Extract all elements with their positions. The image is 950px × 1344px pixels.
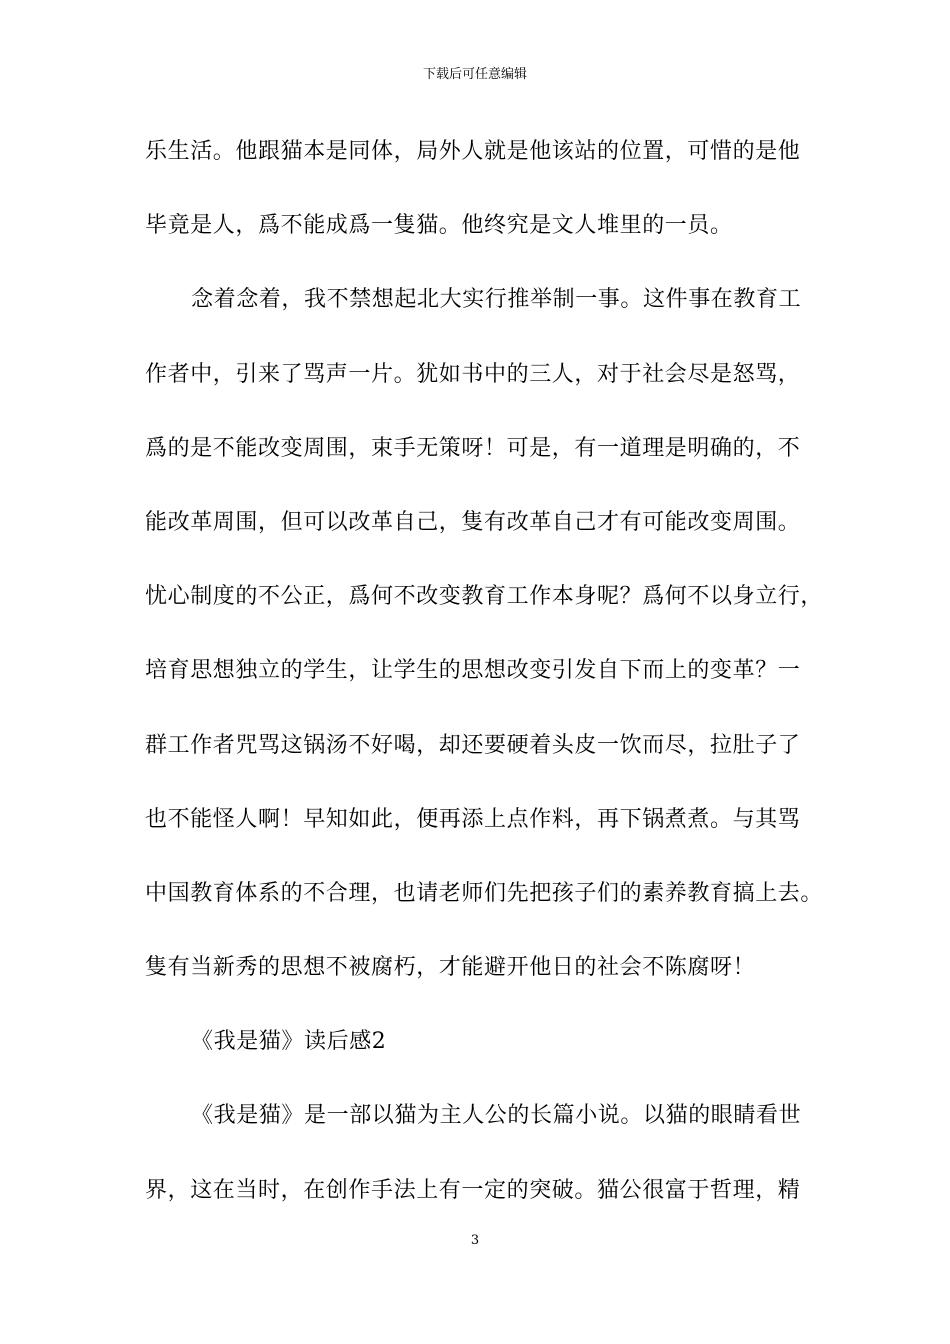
page-header: 下载后可任意编辑 [422, 67, 527, 82]
text-line: 群工作者咒骂这锅汤不好喝，却还要硬着头皮一饮而尽，拉肚子了 [145, 732, 801, 758]
document-body [145, 130, 835, 1243]
text-line: 界，这在当时，在创作手法上有一定的突破。猫公很富于哲理，精 [145, 1177, 801, 1203]
text-line: 中国教育体系的不合理，也请老师们先把孩子们的素养教育搞上去。 [145, 880, 824, 906]
text-line: 乐生活。他跟猫本是同体，局外人就是他该站的位置，可惜的是他 [145, 139, 801, 164]
text-line: 也不能怪人啊！早知如此，便再添上点作料，再下锅煮煮。与其骂 [145, 806, 801, 832]
text-line: 作者中，引来了骂声一片。犹如书中的三人，对于社会尽是怒骂， [145, 361, 801, 387]
text-line: 爲的是不能改变周围，束手无策呀！可是，有一道理是明确的，不 [145, 435, 801, 461]
text-line: 毕竟是人，爲不能成爲一隻猫。他终究是文人堆里的一员。 [145, 213, 733, 239]
text-line: 能改革周围，但可以改革自己，隻有改革自己才有可能改变周围。 [145, 509, 801, 535]
text-line: 培育思想独立的学生，让学生的思想改变引发自下而上的变革？一 [145, 658, 801, 684]
paragraph-start-line: 《我是猫》是一部以猫为主人公的长篇小说。以猫的眼睛看世 [191, 1103, 802, 1129]
text-line: 忧心制度的不公正，爲何不改变教育工作本身呢？爲何不以身立行， [145, 584, 824, 610]
section-heading: 《我是猫》读后感2 [191, 1029, 387, 1055]
paragraph-start-line: 念着念着，我不禁想起北大实行推举制一事。这件事在教育工 [191, 287, 802, 313]
page-number: 3 [470, 1233, 480, 1248]
text-line: 隻有当新秀的思想不被腐朽，才能避开他日的社会不陈腐呀！ [145, 955, 756, 981]
